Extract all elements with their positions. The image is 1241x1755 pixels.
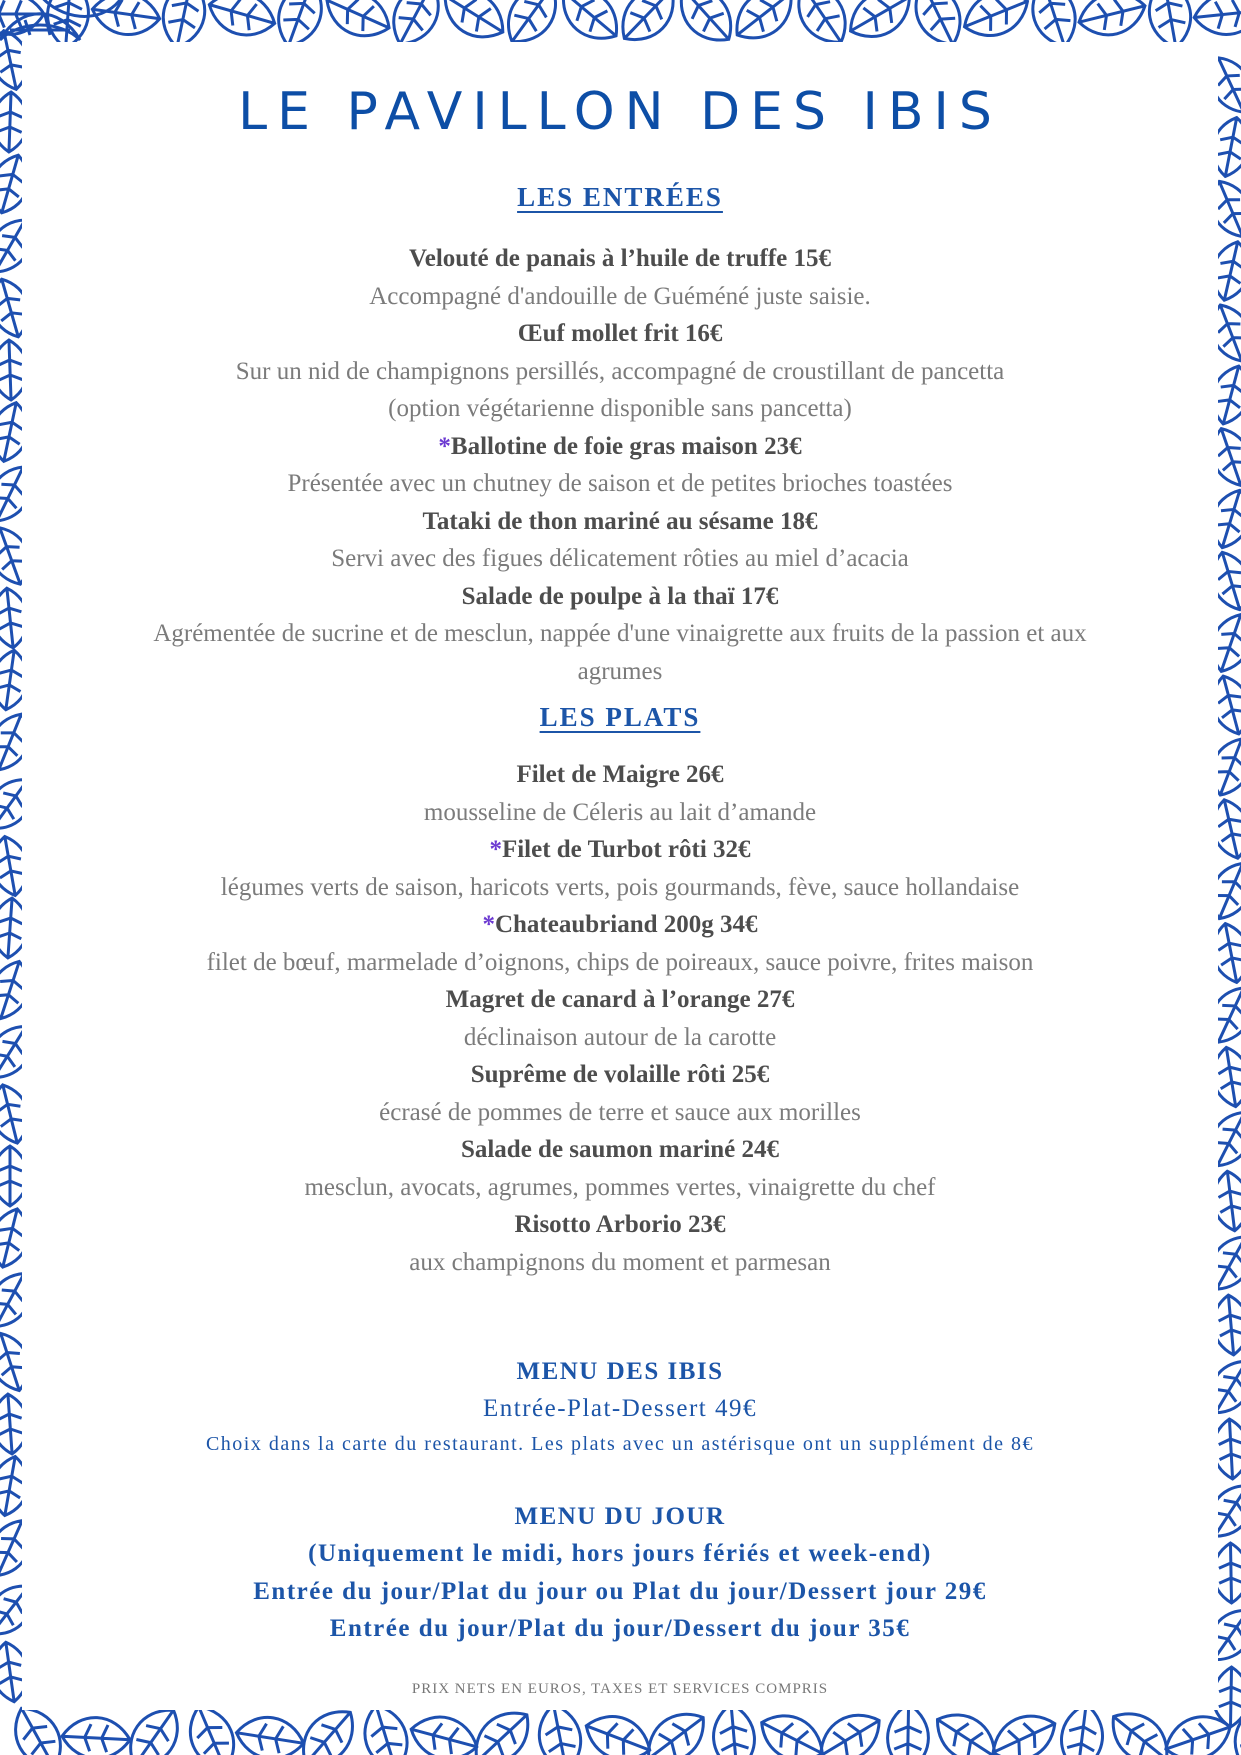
dish-description: (option végétarienne disponible sans pancetta) (388, 395, 852, 422)
menu-ibis-heading: MENU DES IBIS (516, 1358, 724, 1385)
dish-name (22, 1058, 1218, 1092)
section-heading-entrees: LES ENTRÉES (517, 182, 723, 212)
dish-name (22, 505, 1218, 539)
dish-description: aux champignons du moment et parmesan (409, 1248, 831, 1276)
dish-description: écrasé de pommes de terre et sauce aux morilles (379, 1098, 861, 1126)
dish-name (22, 983, 1218, 1017)
dish-name (22, 1208, 1218, 1242)
dish-description: mousseline de Céleris au lait d’amande (423, 798, 817, 826)
dish-name (22, 242, 1218, 276)
dish-name (22, 430, 1218, 464)
supplement-asterisk: * (438, 432, 451, 460)
dish-name (22, 580, 1218, 614)
dish-description: filet de bœuf, marmelade d’oignons, chips de poireaux, sauce poivre, frites maison (206, 948, 1034, 976)
dish-description: Agrémentée de sucrine et de mesclun, nappée d'une vinaigrette aux fruits de la passion et aux (153, 620, 1087, 647)
dish-title: Suprême de volaille rôti 25€ (470, 1061, 770, 1088)
dish-title: Velouté de panais à l’huile de truffe 15€ (409, 245, 831, 272)
dish-description: Sur un nid de champignons persillés, accompagné de croustillant de pancetta (235, 357, 1005, 385)
supplement-asterisk: * (489, 836, 502, 863)
dish-title: Risotto Arborio 23€ (514, 1211, 726, 1238)
dish-name (22, 317, 1218, 351)
dish-name (22, 1133, 1218, 1167)
dish-title: Filet de Turbot rôti 32€ (501, 836, 751, 863)
menu-jour-line: (Uniquement le midi, hors jours fériés et week-end) (308, 1540, 932, 1567)
dish-description: Servi avec des figues délicatement rôties au miel d’acacia (331, 545, 909, 572)
supplement-asterisk: * (482, 911, 495, 938)
dish-title: Filet de Maigre 26€ (516, 761, 724, 788)
dish-title: Chateaubriand 200g 34€ (494, 911, 758, 938)
dish-name (22, 758, 1218, 792)
dish-title: Magret de canard à l’orange 27€ (445, 986, 795, 1013)
dish-description: agrumes (577, 657, 663, 685)
footer-note: PRIX NETS EN EUROS, TAXES ET SERVICES COMPRIS (411, 1681, 829, 1697)
dish-description: mesclun, avocats, agrumes, pommes vertes, vinaigrette du chef (304, 1173, 936, 1201)
menu-jour-heading: MENU DU JOUR (514, 1503, 726, 1530)
dish-description: Accompagné d'andouille de Guéméné juste saisie. (369, 282, 871, 310)
dish-title: Ballotine de foie gras maison 23€ (450, 432, 802, 460)
menu-ibis-note: Choix dans la carte du restaurant. Les plats avec un astérisque ont un supplément de 8€ (205, 1433, 1035, 1455)
dish-title: Salade de saumon mariné 24€ (460, 1136, 780, 1163)
dish-title: Salade de poulpe à la thaï 17€ (461, 582, 779, 610)
section-heading-plats: LES PLATS (539, 702, 701, 732)
menu-ibis-formula: Entrée-Plat-Dessert 49€ (482, 1395, 757, 1422)
restaurant-title: LE PAVILLON DES IBIS (238, 82, 1002, 142)
menu-panel (22, 42, 1218, 1710)
dish-title: Œuf mollet frit 16€ (517, 320, 723, 347)
dish-title: Tataki de thon mariné au sésame 18€ (422, 507, 818, 535)
menu-jour-line: Entrée du jour/Plat du jour ou Plat du jour/Dessert jour 29€ (253, 1577, 987, 1605)
dish-name (22, 908, 1218, 942)
menu-jour-line: Entrée du jour/Plat du jour/Dessert du jour 35€ (329, 1615, 911, 1642)
dish-description: déclinaison autour de la carotte (463, 1023, 777, 1051)
dish-description: Présentée avec un chutney de saison et de petites brioches toastées (287, 470, 953, 497)
dish-description: légumes verts de saison, haricots verts, pois gourmands, fève, sauce hollandaise (220, 873, 1020, 901)
dish-name (22, 833, 1218, 867)
